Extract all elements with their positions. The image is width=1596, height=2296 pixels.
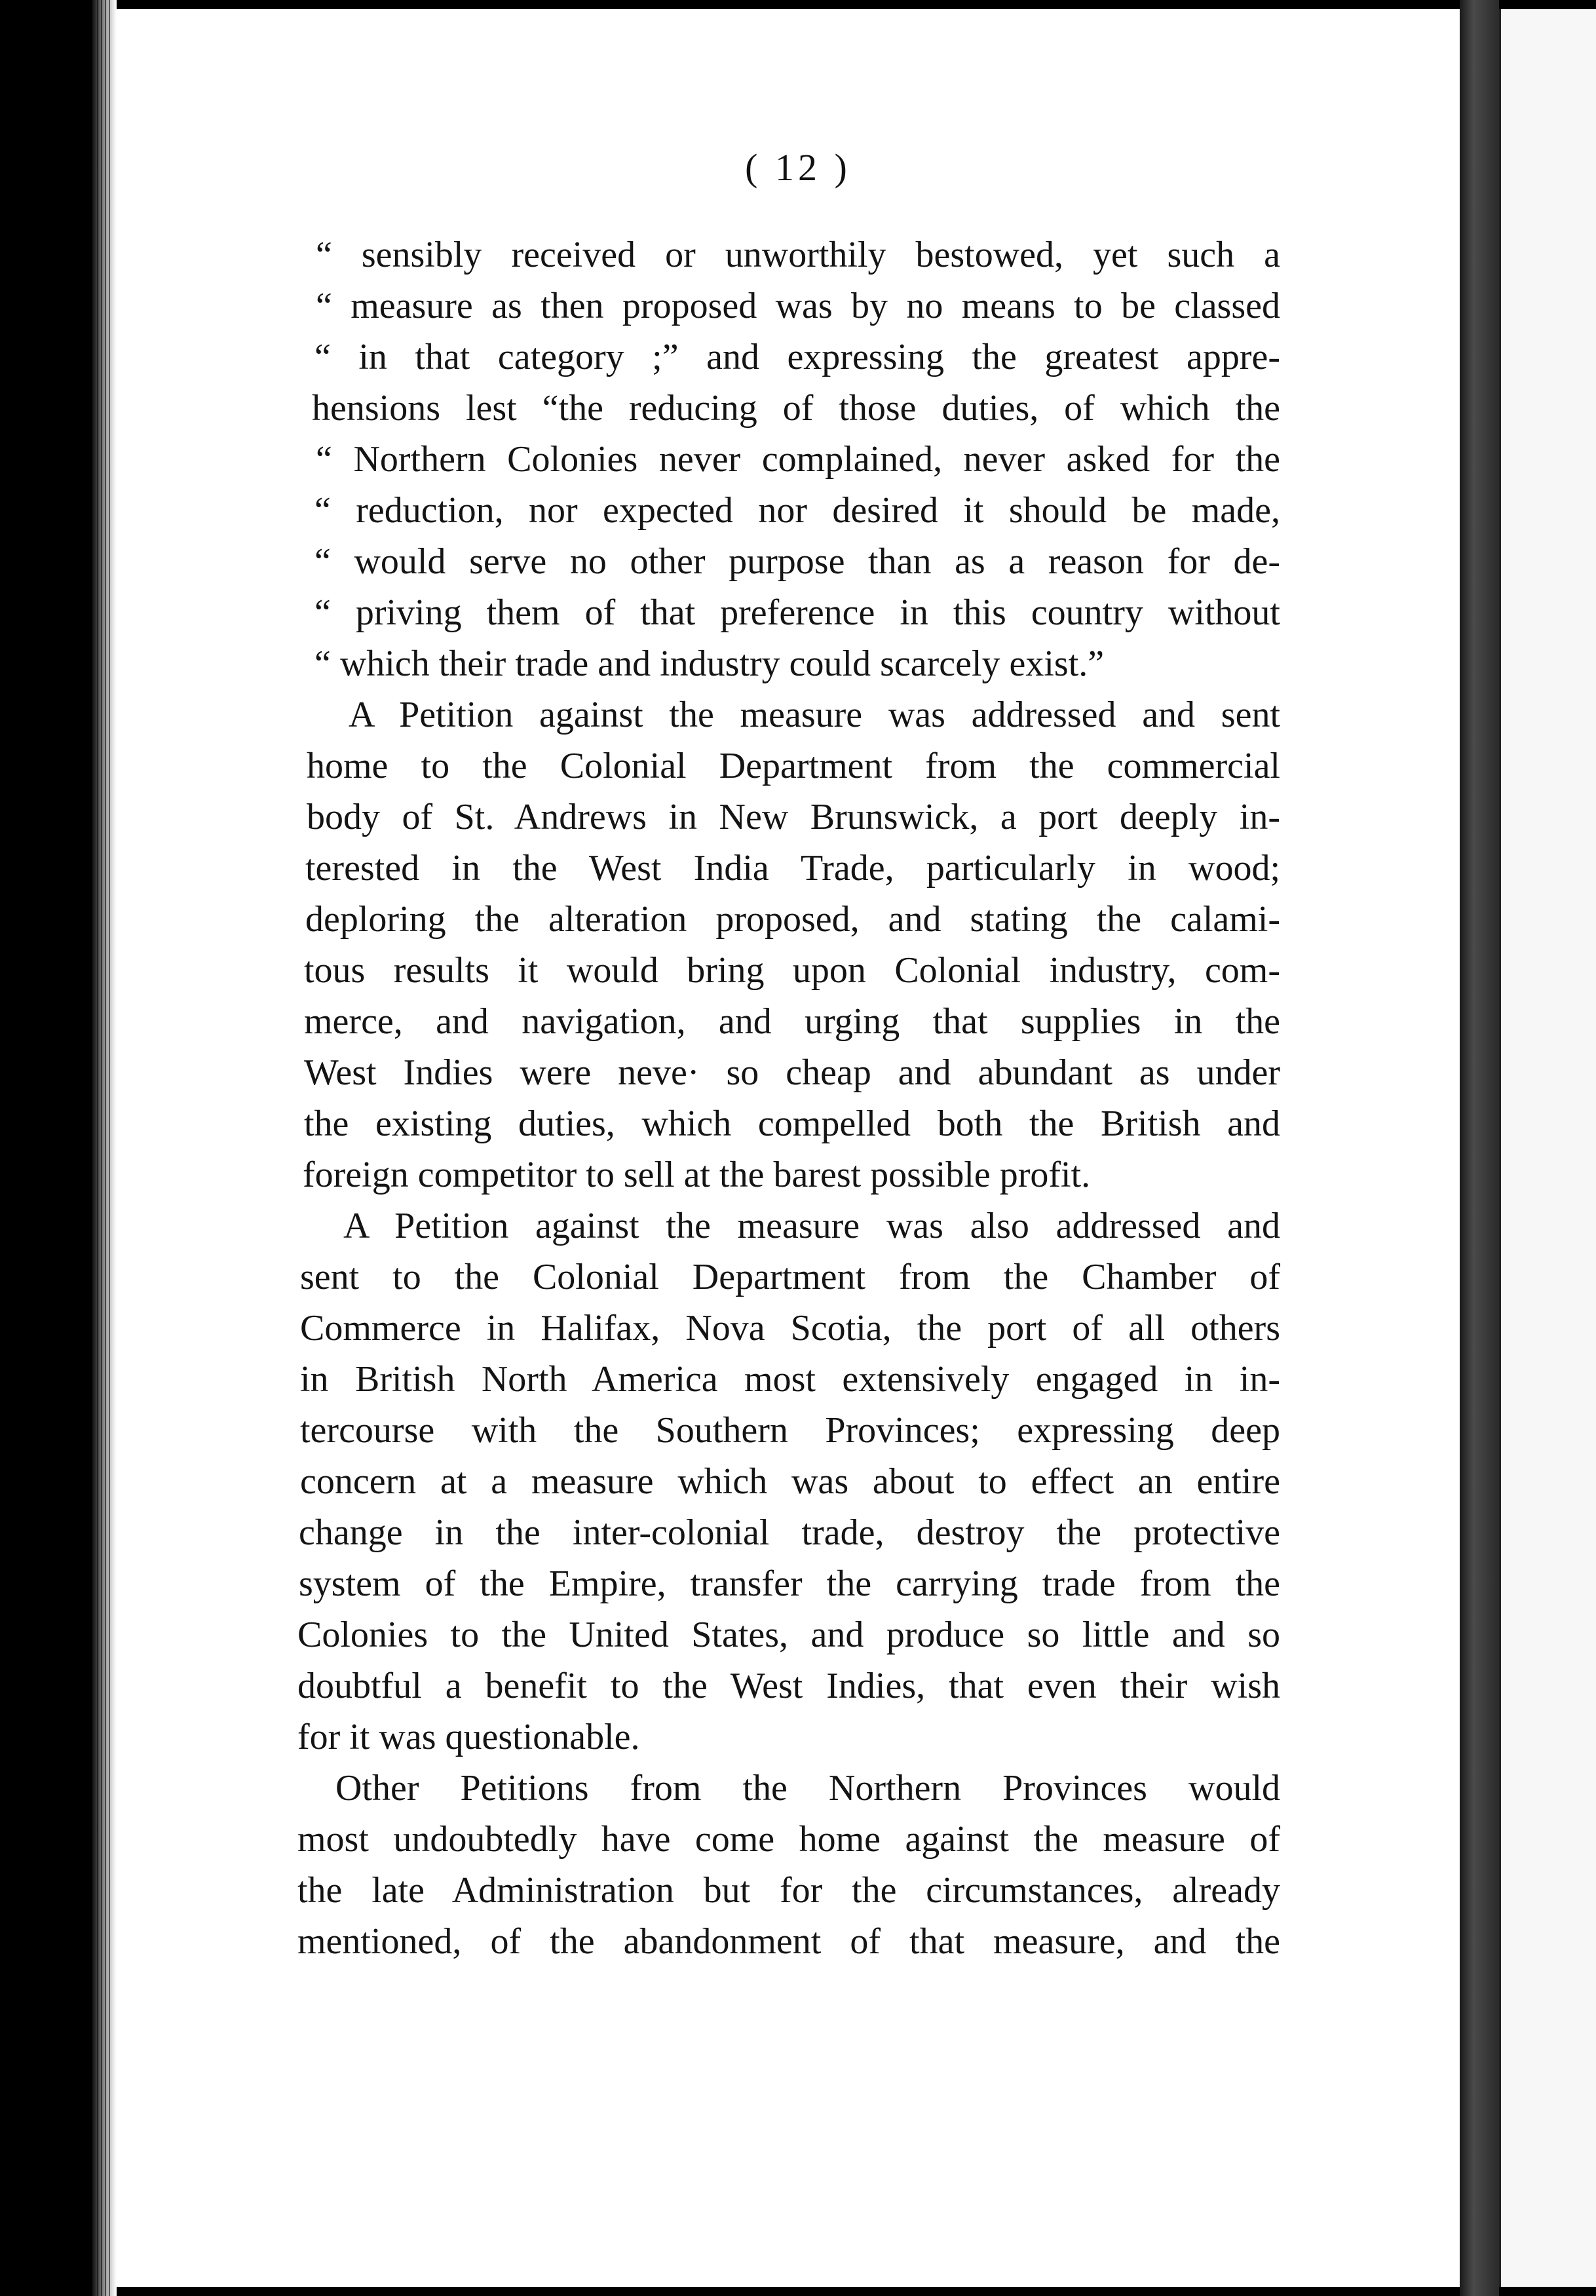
text-line: Commerce in Halifax, Nova Scotia, the port of all others [300, 1308, 1280, 1349]
text-line: “ sensibly received or unworthily bestowed, yet such a [316, 235, 1280, 275]
text-line: tous results it would bring upon Colonial industry, com- [304, 950, 1280, 991]
text-line: “ would serve no other purpose than as a reason for de- [314, 541, 1280, 582]
text-line: for it was questionable. [297, 1717, 640, 1757]
text-line: change in the inter-colonial trade, destroy the protective [299, 1512, 1280, 1553]
text-line: hensions lest “the reducing of those duties, of which the [312, 388, 1280, 429]
text-line: “ measure as then proposed was by no means to be classed [316, 286, 1280, 326]
text-line: deploring the alteration proposed, and stating the calami- [305, 899, 1280, 940]
text-line: mentioned, of the abandonment of that measure, and the [297, 1921, 1280, 1962]
text-line: sent to the Colonial Department from the Chamber of [300, 1257, 1280, 1297]
paragraph-first-line: A Petition against the measure was also addressed and [343, 1206, 1280, 1246]
text-line: West Indies were neve· so cheap and abundant as under [304, 1052, 1280, 1093]
paragraph-first-line: Other Petitions from the Northern Provinces would [335, 1768, 1280, 1808]
text-line: “ priving them of that preference in this country without [314, 592, 1280, 633]
text-line: the existing duties, which compelled both the British and [304, 1103, 1280, 1144]
text-line: “ reduction, nor expected nor desired it should be made, [314, 490, 1280, 531]
text-line: home to the Colonial Department from the commercial [307, 746, 1280, 786]
paragraph-first-line: A Petition against the measure was addressed and sent [349, 695, 1280, 735]
text-line: “ which their trade and industry could scarcely exist.” [314, 643, 1105, 684]
text-line: tercourse with the Southern Provinces; expressing deep [300, 1410, 1280, 1451]
text-line: Colonies to the United States, and produce so little and so [297, 1615, 1280, 1655]
text-line: foreign competitor to sell at the barest possible profit. [303, 1155, 1091, 1195]
text-line: merce, and navigation, and urging that supplies in the [304, 1001, 1280, 1042]
body-text [297, 229, 1280, 1967]
text-line: terested in the West India Trade, particularly in wood; [305, 848, 1280, 889]
text-line: most undoubtedly have come home against the measure of [297, 1819, 1280, 1860]
page-edge-shadow [1460, 0, 1499, 2296]
text-line: the late Administration but for the circumstances, already [297, 1870, 1280, 1911]
text-line: “ in that category ;” and expressing the greatest appre- [314, 337, 1280, 377]
text-line: in British North America most extensively engaged in in- [300, 1359, 1280, 1400]
text-line: body of St. Andrews in New Brunswick, a port deeply in- [307, 797, 1280, 837]
binding-texture [97, 0, 113, 2296]
page-number: ( 12 ) [745, 146, 851, 189]
text-line: doubtful a benefit to the West Indies, that even their wish [297, 1666, 1280, 1706]
text-line: system of the Empire, transfer the carrying trade from the [299, 1563, 1280, 1604]
text-line: concern at a measure which was about to effect an entire [300, 1461, 1280, 1502]
text-line: “ Northern Colonies never complained, never asked for the [316, 439, 1280, 480]
next-page-edge [1499, 9, 1596, 2287]
